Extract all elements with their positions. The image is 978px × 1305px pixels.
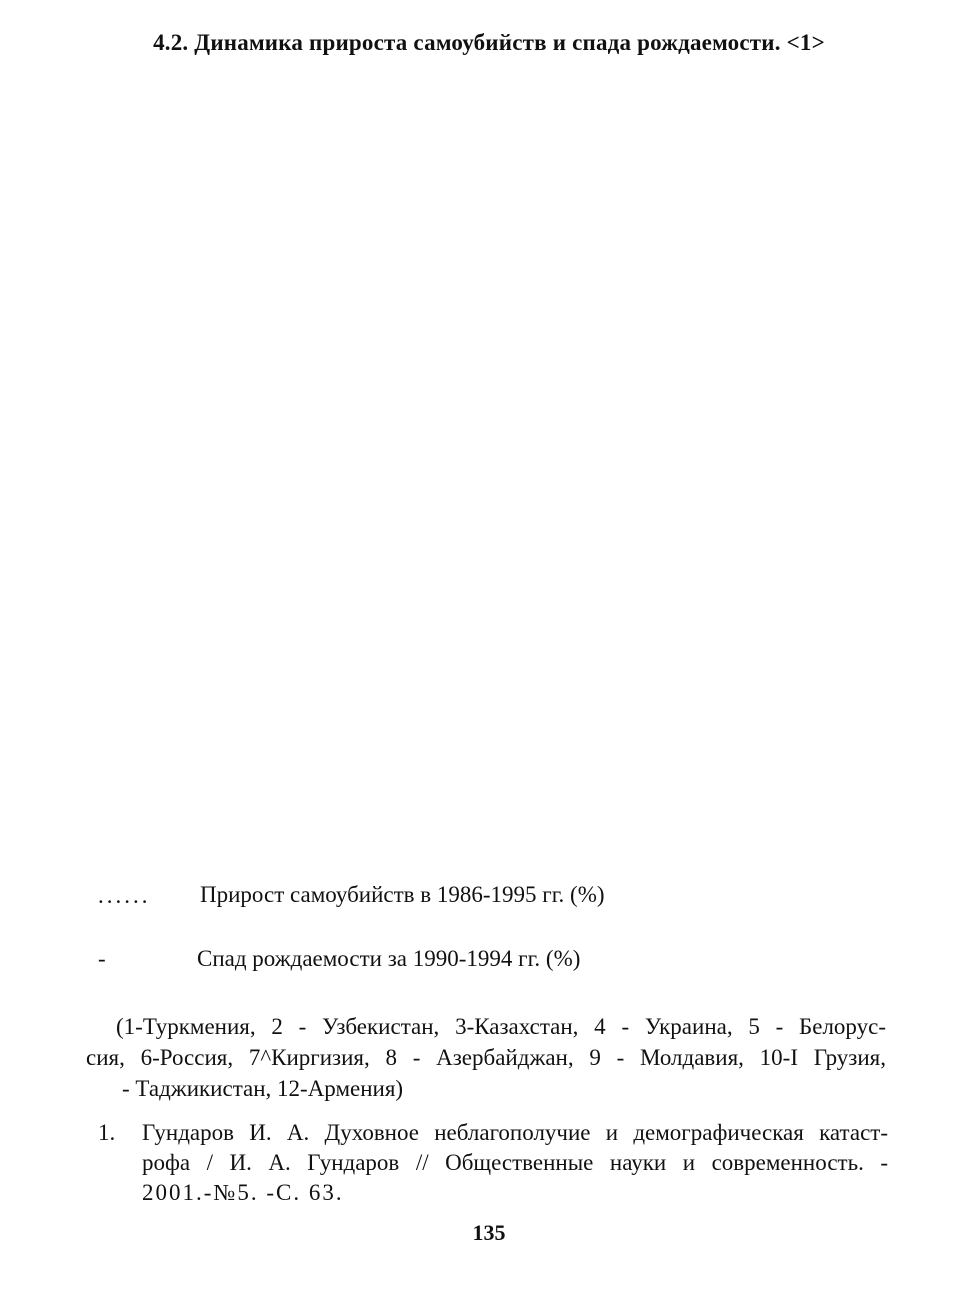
legend-birthrate-label: Спад рождаемости за 1990-1994 гг. (%) xyxy=(197,946,581,971)
figure-caption xyxy=(86,1011,886,1104)
footnote-number: 1. xyxy=(98,1120,116,1145)
legend-dotted-marker: ...... xyxy=(98,883,151,908)
footnote xyxy=(98,1118,888,1208)
footnote-line-1: Гундаров И. А. Духовное неблагополучие и демографическая катаст- xyxy=(142,1120,888,1145)
caption-line-2: сия, 6-Россия, 7^Киргизия, 8 - Азербайджан, 9 - Молдавия, 10-I Грузия, xyxy=(86,1045,886,1070)
page-title: 4.2. Динамика прироста самоубийств и спада рождаемости. <1> xyxy=(153,30,825,55)
legend-suicide-label: Прирост самоубийств в 1986-1995 гг. (%) xyxy=(200,882,605,907)
footnote-line-2: рофа / И. А. Гундаров // Общественные науки и современность. - xyxy=(142,1150,888,1175)
legend-dash-marker: - xyxy=(98,946,109,971)
page-number: 135 xyxy=(472,1220,506,1245)
caption-line-1: (1-Туркмения, 2 - Узбекистан, 3-Казахстан, 4 - Украина, 5 - Белорус- xyxy=(116,1014,886,1039)
footnote-line-3: 2001.-№5. -С. 63. xyxy=(142,1180,344,1205)
caption-line-3: - Таджикистан, 12-Армения) xyxy=(122,1076,404,1101)
